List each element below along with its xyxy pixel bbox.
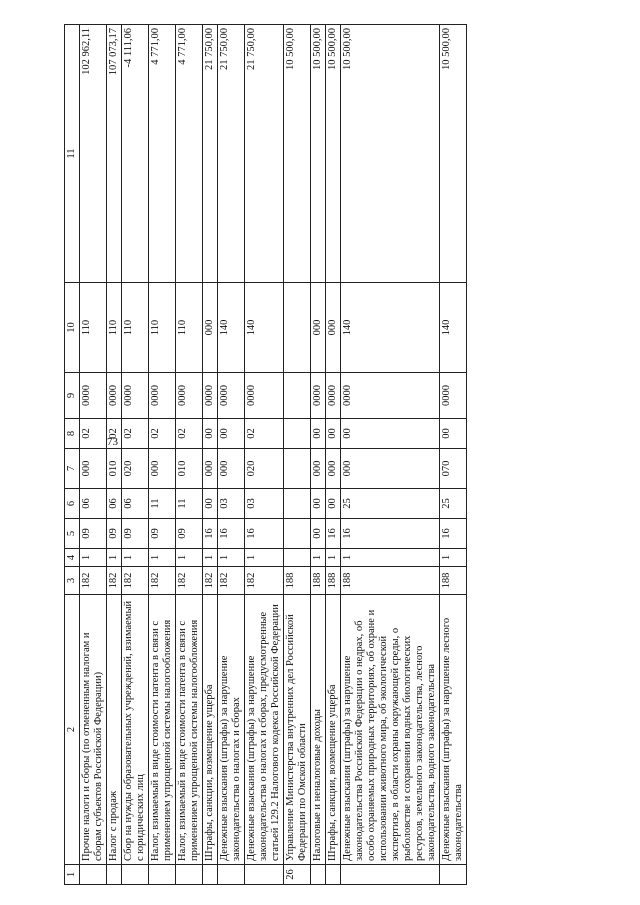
table-cell: 02 — [80, 419, 107, 449]
column-header: 2 — [65, 595, 80, 865]
table-cell: 1 — [440, 549, 467, 567]
table-cell: 182 — [122, 567, 149, 595]
table-cell — [80, 865, 107, 885]
table-cell: 000 — [218, 449, 245, 489]
column-header: 10 — [65, 283, 80, 373]
table-cell: 110 — [149, 283, 176, 373]
table-row — [176, 25, 203, 885]
table-cell: 26 — [284, 865, 311, 885]
table-cell: 00 — [311, 519, 326, 549]
table-cell: 0000 — [440, 373, 467, 419]
table-cell: 182 — [107, 567, 122, 595]
table-row — [122, 25, 149, 885]
table-cell: 1 — [107, 549, 122, 567]
table-cell: Денежные взыскания (штрафы) за нарушение законодательства о налогах и сборах, предусмотренные статьей 129.2 Налогового кодекса Российской Федерации — [245, 595, 284, 865]
column-header: 6 — [65, 489, 80, 519]
table-cell: 188 — [326, 567, 341, 595]
table-cell: 000 — [326, 449, 341, 489]
table-cell: 0000 — [122, 373, 149, 419]
table-cell: 00 — [203, 419, 218, 449]
table-cell: 020 — [122, 449, 149, 489]
column-header: 7 — [65, 449, 80, 489]
table-cell: 140 — [341, 283, 440, 373]
table-cell: 16 — [218, 519, 245, 549]
table-cell: 02 — [122, 419, 149, 449]
table-cell: 00 — [311, 489, 326, 519]
table-cell: 11 — [176, 489, 203, 519]
table-header-row — [65, 25, 80, 885]
table-cell: 00 — [218, 419, 245, 449]
table-cell — [284, 419, 311, 449]
table-cell: 182 — [149, 567, 176, 595]
table-cell: 0000 — [341, 373, 440, 419]
table-cell — [326, 865, 341, 885]
column-header: 4 — [65, 549, 80, 567]
table-cell: 02 — [107, 419, 122, 449]
budget-revenue-table — [64, 24, 467, 885]
table-cell: 16 — [203, 519, 218, 549]
table-cell: Налог, взимаемый в виде стоимости патента в связи с применением упрощенной системы налогообложения — [176, 595, 203, 865]
table-cell: 11 — [149, 489, 176, 519]
column-header: 3 — [65, 567, 80, 595]
table-cell: Денежные взыскания (штрафы) за нарушение законодательства Российской Федерации о недрах, об особо охраняемых природных территориях, об охране и использовании животного мира, об экологической экспертизе, в области охраны окружающей среды, о рыболовстве и сохранении водных биологических ресурсов, земельного законодательства, лесного законодательства, водного законодательства — [341, 595, 440, 865]
table-cell: 00 — [341, 419, 440, 449]
table-cell: 09 — [176, 519, 203, 549]
table-cell: 1 — [341, 549, 440, 567]
table-cell — [284, 449, 311, 489]
table-row — [80, 25, 107, 885]
table-cell: 21 750,00 — [245, 25, 284, 283]
table-cell — [149, 865, 176, 885]
table-cell: 140 — [440, 283, 467, 373]
table-row — [107, 25, 122, 885]
rotated-table-container — [64, 25, 624, 885]
table-cell: Штрафы, санкции, возмещение ущерба — [326, 595, 341, 865]
table-cell — [284, 283, 311, 373]
table-cell: 03 — [245, 489, 284, 519]
table-cell: 00 — [311, 419, 326, 449]
table-cell: 000 — [149, 449, 176, 489]
table-row — [203, 25, 218, 885]
table-cell: 0000 — [218, 373, 245, 419]
table-cell: 000 — [311, 449, 326, 489]
table-cell: 1 — [176, 549, 203, 567]
table-cell: 1 — [149, 549, 176, 567]
table-cell: 182 — [203, 567, 218, 595]
table-cell: 000 — [311, 283, 326, 373]
table-cell: 0000 — [245, 373, 284, 419]
table-row — [284, 25, 311, 885]
table-cell: 4 771,00 — [176, 25, 203, 283]
table-cell: Сбор на нужды образовательных учреждений, взимаемый с юридических лиц — [122, 595, 149, 865]
table-cell: 06 — [122, 489, 149, 519]
table-cell: 1 — [218, 549, 245, 567]
table-row — [311, 25, 326, 885]
table-cell: Штрафы, санкции, возмещение ущерба — [203, 595, 218, 865]
table-cell: 09 — [80, 519, 107, 549]
table-cell — [122, 865, 149, 885]
table-cell: 000 — [203, 449, 218, 489]
table-cell: 182 — [80, 567, 107, 595]
table-cell — [284, 519, 311, 549]
table-cell: 1 — [203, 549, 218, 567]
table-cell: 00 — [326, 489, 341, 519]
table-cell: 06 — [107, 489, 122, 519]
table-cell: 25 — [341, 489, 440, 519]
table-cell: 21 750,00 — [203, 25, 218, 283]
table-cell: -4 111,06 — [122, 25, 149, 283]
table-cell: 16 — [245, 519, 284, 549]
table-cell: 06 — [80, 489, 107, 519]
table-cell: 16 — [326, 519, 341, 549]
table-cell — [107, 865, 122, 885]
table-cell: 1 — [311, 549, 326, 567]
table-cell: 000 — [80, 449, 107, 489]
table-cell: Денежные взыскания (штрафы) за нарушение законодательства о налогах и сборах — [218, 595, 245, 865]
table-cell: Налог, взимаемый в виде стоимости патента в связи с применением упрощенной системы налогообложения — [149, 595, 176, 865]
table-cell — [440, 865, 467, 885]
table-cell — [245, 865, 284, 885]
table-cell: 000 — [326, 283, 341, 373]
table-cell: 000 — [341, 449, 440, 489]
table-cell: 0000 — [203, 373, 218, 419]
table-cell: 02 — [245, 419, 284, 449]
table-cell: 02 — [176, 419, 203, 449]
table-row — [218, 25, 245, 885]
table-cell: 102 962,11 — [80, 25, 107, 283]
table-cell: 0000 — [326, 373, 341, 419]
table-cell — [284, 489, 311, 519]
table-cell: 000 — [203, 283, 218, 373]
table-cell: 10 500,00 — [341, 25, 440, 283]
table-cell: 10 500,00 — [440, 25, 467, 283]
table-cell: 188 — [284, 567, 311, 595]
table-cell: 140 — [245, 283, 284, 373]
table-cell: 16 — [341, 519, 440, 549]
table-cell: 00 — [440, 419, 467, 449]
table-cell: 1 — [80, 549, 107, 567]
table-row — [245, 25, 284, 885]
table-cell: 010 — [176, 449, 203, 489]
table-row — [341, 25, 440, 885]
table-cell: 09 — [122, 519, 149, 549]
column-header: 5 — [65, 519, 80, 549]
table-cell: 21 750,00 — [218, 25, 245, 283]
table-cell: 182 — [176, 567, 203, 595]
table-cell: 16 — [440, 519, 467, 549]
table-cell: 1 — [122, 549, 149, 567]
table-cell — [203, 865, 218, 885]
table-cell: 03 — [218, 489, 245, 519]
table-cell — [176, 865, 203, 885]
table-cell: Прочие налоги и сборы (по отмененным налогам и сборам субъектов Российской Федерации) — [80, 595, 107, 865]
column-header: 9 — [65, 373, 80, 419]
table-cell: 140 — [218, 283, 245, 373]
table-cell: 0000 — [311, 373, 326, 419]
table-row — [149, 25, 176, 885]
column-header: 1 — [65, 865, 80, 885]
table-cell: 09 — [107, 519, 122, 549]
table-cell: 182 — [245, 567, 284, 595]
table-cell — [284, 549, 311, 567]
table-cell: 10 500,00 — [284, 25, 311, 283]
table-cell: Налог с продаж — [107, 595, 122, 865]
table-cell — [341, 865, 440, 885]
table-cell: 188 — [341, 567, 440, 595]
table-cell: 25 — [440, 489, 467, 519]
table-cell: 09 — [149, 519, 176, 549]
table-cell: 10 500,00 — [311, 25, 326, 283]
table-cell: 110 — [122, 283, 149, 373]
table-cell: 070 — [440, 449, 467, 489]
table-cell: 020 — [245, 449, 284, 489]
table-cell: Налоговые и неналоговые доходы — [311, 595, 326, 865]
table-cell: 182 — [218, 567, 245, 595]
table-cell: 0000 — [176, 373, 203, 419]
table-cell — [311, 865, 326, 885]
table-cell: 10 500,00 — [326, 25, 341, 283]
table-cell: 188 — [311, 567, 326, 595]
table-cell: 00 — [203, 489, 218, 519]
table-cell: Денежные взыскания (штрафы) за нарушение лесного законодательства — [440, 595, 467, 865]
table-cell: 110 — [80, 283, 107, 373]
table-body — [80, 25, 467, 885]
table-cell: 010 — [107, 449, 122, 489]
table-row — [326, 25, 341, 885]
table-cell: 107 073,17 — [107, 25, 122, 283]
table-cell — [284, 373, 311, 419]
table-cell: 110 — [107, 283, 122, 373]
table-cell: Управление Министерства внутренних дел Российской Федерации по Омской области — [284, 595, 311, 865]
table-cell: 00 — [326, 419, 341, 449]
column-header: 8 — [65, 419, 80, 449]
table-cell: 188 — [440, 567, 467, 595]
page-number: 73 — [107, 436, 118, 448]
table-row — [440, 25, 467, 885]
table-cell: 0000 — [107, 373, 122, 419]
table-cell: 02 — [149, 419, 176, 449]
table-cell: 1 — [245, 549, 284, 567]
table-cell: 0000 — [149, 373, 176, 419]
table-cell: 110 — [176, 283, 203, 373]
table-cell — [218, 865, 245, 885]
table-cell: 1 — [326, 549, 341, 567]
table-cell: 0000 — [80, 373, 107, 419]
table-cell: 4 771,00 — [149, 25, 176, 283]
column-header: 11 — [65, 25, 80, 283]
